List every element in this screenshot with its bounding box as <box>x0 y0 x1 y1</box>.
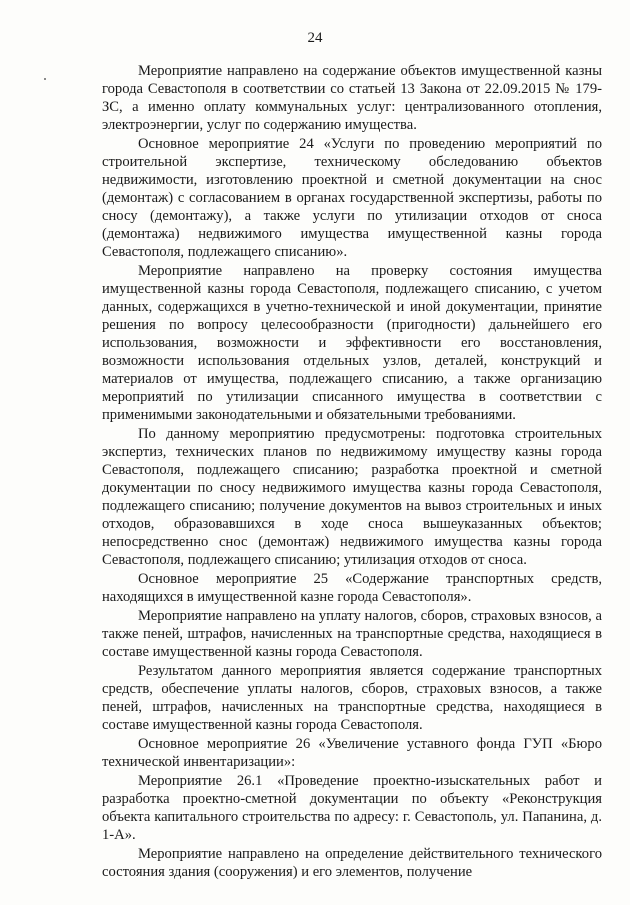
paragraph-9: Мероприятие 26.1 «Проведение проектно-изыскательных работ и разработка проектно-сметной документации по объекту «Реконструкция объекта капитального строительства по адресу: г. Севастополь, ул. Папанина, д. 1-А». <box>102 773 602 843</box>
page-number: 24 <box>307 30 323 46</box>
paragraph-7: Результатом данного мероприятия является содержание транспортных средств, обеспечение уплаты налогов, сборов, страховых взносов, а также пеней, штрафов, начисленных на транспортные средства, находящиеся в составе имущественной казны города Севастополя. <box>102 663 602 733</box>
scan-speck <box>44 78 46 80</box>
paragraph-5: Основное мероприятие 25 «Содержание транспортных средств, находящихся в имущественной казне города Севастополя». <box>102 571 602 605</box>
paragraph-8: Основное мероприятие 26 «Увеличение уставного фонда ГУП «Бюро технической инвентаризации»: <box>102 736 602 770</box>
document-body <box>102 62 602 882</box>
paragraph-3: Мероприятие направлено на проверку состояния имущества имущественной казны города Севастополя, подлежащего списанию, с учетом данных, содержащихся в учетно-технической и иной документации, принятие решения по вопросу целесообразности (пригодности) дальнейшего его использования, возможности и эффективности его восстановления, возможности использования отдельных узлов, деталей, конструкций и материалов от имущества, подлежащего списанию, а также организацию мероприятий по утилизации списанного имущества в соответствии с применимыми законодательными и обязательными требованиями. <box>102 263 602 423</box>
paragraph-6: Мероприятие направлено на уплату налогов, сборов, страховых взносов, а также пеней, штрафов, начисленных на транспортные средства, находящиеся в составе имущественной казны города Севастополя. <box>102 608 602 660</box>
paragraph-4: По данному мероприятию предусмотрены: подготовка строительных экспертиз, технических планов по недвижимому имуществу казны города Севастополя, подлежащего списанию; разработка проектной и сметной документации по сносу недвижимого имущества казны города Севастополя, подлежащего списанию; получение документов на вывоз строительных и иных отходов, образовавшихся в ходе сноса вышеуказанных объектов; непосредственно снос (демонтаж) недвижимого имущества казны города Севастополя, подлежащего списанию; утилизация отходов от сноса. <box>102 426 602 568</box>
paragraph-1: Мероприятие направлено на содержание объектов имущественной казны города Севастополя в соответствии со статьей 13 Закона от 22.09.2015 № 179-ЗС, а именно оплату коммунальных услуг: централизованного отопления, электроэнергии, услуг по содержанию имущества. <box>102 63 602 133</box>
paragraph-2: Основное мероприятие 24 «Услуги по проведению мероприятий по строительной экспертизе, техническому обследованию объектов недвижимости, изготовлению проектной и сметной документации на снос (демонтаж) с согласованием в органах государственной экспертизы, работы по сносу (демонтажу), а также услуги по утилизации отходов от сноса (демонтажа) недвижимого имущества имущественной казны города Севастополя, подлежащего списанию». <box>102 136 602 260</box>
paragraph-10: Мероприятие направлено на определение действительного технического состояния здания (сооружения) и его элементов, получение <box>102 846 602 880</box>
